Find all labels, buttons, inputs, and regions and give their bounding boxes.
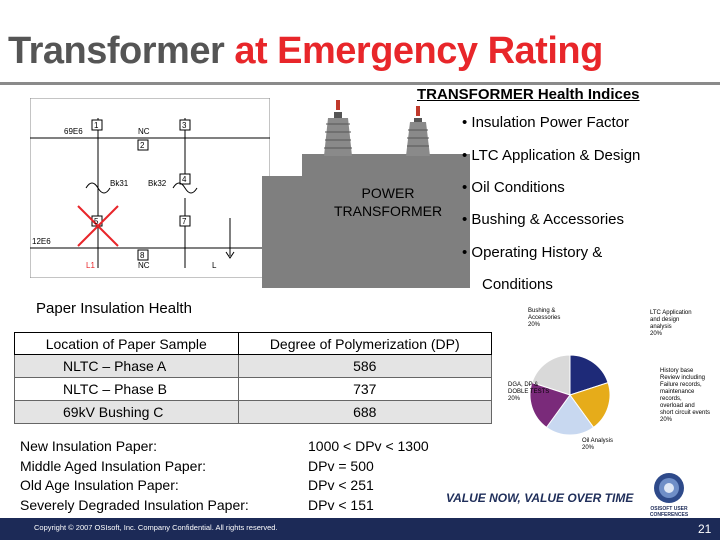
table-cell-location: 69kV Bushing C xyxy=(15,401,239,424)
table-header-location: Location of Paper Sample xyxy=(15,333,239,355)
table-row xyxy=(15,378,492,401)
diagram-label-box3: 3 xyxy=(182,121,187,130)
health-index-item-continued: Conditions xyxy=(482,276,553,293)
tagline: VALUE NOW, VALUE OVER TIME xyxy=(446,491,634,505)
reference-value: DPv < 151 xyxy=(308,496,374,513)
health-index-item: • Operating History & xyxy=(462,244,603,261)
power-transformer-label xyxy=(318,184,458,220)
breaker-label-bk32: Bk32 xyxy=(148,179,167,188)
diagram-label-box2: 2 xyxy=(140,141,145,150)
breaker-label-bk31: Bk31 xyxy=(110,179,129,188)
table-cell-dp: 688 xyxy=(238,401,492,424)
nc-label-bottom: NC xyxy=(138,261,150,270)
diagram-label-box5: 5 xyxy=(94,217,99,226)
reference-value: 1000 < DPv < 1300 xyxy=(308,438,429,454)
table-cell-location: NLTC – Phase A xyxy=(15,355,239,378)
pie-chart-svg xyxy=(500,300,718,465)
nc-label-top: NC xyxy=(138,127,150,136)
logo-text-line2: CONFERENCES xyxy=(649,512,689,518)
logo-text-line1: OSISOFT USER xyxy=(650,506,688,512)
health-index-item: • Bushing & Accessories xyxy=(462,211,624,228)
health-index-item: • Insulation Power Factor xyxy=(462,114,629,131)
one-line-diagram xyxy=(30,98,270,278)
reference-label: Old Age Insulation Paper: xyxy=(20,477,179,493)
power-transformer-label-line2: TRANSFORMER xyxy=(333,203,443,219)
table-cell-dp: 737 xyxy=(238,378,492,401)
reference-label: Middle Aged Insulation Paper: xyxy=(20,457,207,474)
health-indices-title: TRANSFORMER Health Indices xyxy=(417,86,640,103)
health-index-item: • LTC Application & Design xyxy=(462,147,641,164)
bushing-right-icon xyxy=(406,106,430,156)
bus-label-69e6: 69E6 xyxy=(64,127,83,136)
table-header-dp: Degree of Polymerization (DP) xyxy=(238,333,492,355)
diagram-label-box1: 1 xyxy=(94,121,99,130)
transformer-tank-icon xyxy=(302,154,470,288)
pie-slice-label: Bushing & Accessories 20% xyxy=(528,308,561,328)
slide-title xyxy=(8,30,603,73)
table-cell-dp: 586 xyxy=(238,355,492,378)
radiator-icon xyxy=(262,176,302,288)
reference-value: DPv < 251 xyxy=(308,477,374,493)
power-transformer-label-line1: POWER xyxy=(361,185,415,201)
conference-logo xyxy=(640,470,698,518)
copyright-text: Copyright © 2007 OSIsoft, Inc. Company Confidential. All rights reserved. xyxy=(34,523,278,532)
table-header-row xyxy=(15,333,492,355)
table-row xyxy=(15,401,492,424)
line-label-l: L xyxy=(212,261,217,270)
health-index-item: • Oil Conditions xyxy=(462,179,565,196)
pie-slice-label: Oil Analysis 20% xyxy=(582,438,614,451)
bushing-left-icon xyxy=(324,100,352,156)
diagram-label-box4: 4 xyxy=(182,175,187,184)
dp-table xyxy=(14,332,492,424)
line-label-l1: L1 xyxy=(86,261,95,270)
bus-label-12e6: 12E6 xyxy=(32,237,51,246)
health-index-pie-chart xyxy=(500,300,718,465)
footer-bar xyxy=(0,518,720,540)
reference-value: DPv = 500 xyxy=(308,457,374,474)
diagram-label-box8: 8 xyxy=(140,251,145,260)
table-row xyxy=(15,355,492,378)
page-number: 21 xyxy=(698,522,712,536)
pie-slice-label: DGA, DP & DOBLE TESTS 20% xyxy=(508,382,550,402)
reference-label: New Insulation Paper: xyxy=(20,438,157,454)
reference-label: Severely Degraded Insulation Paper: xyxy=(20,496,249,513)
title-divider xyxy=(0,82,720,85)
pie-slice-label: LTC Application and design analysis 20% xyxy=(650,310,692,337)
pie-slice-label: History base Review including Failure records, maintenance records, overload and short circuit events 20% xyxy=(660,368,711,423)
slide-title-highlight: at Emergency Rating xyxy=(234,30,603,72)
paper-insulation-title: Paper Insulation Health xyxy=(36,300,192,317)
table-cell-location: NLTC – Phase B xyxy=(15,378,239,401)
slide-title-main: Transformer xyxy=(8,30,225,72)
diagram-label-box7: 7 xyxy=(182,217,187,226)
